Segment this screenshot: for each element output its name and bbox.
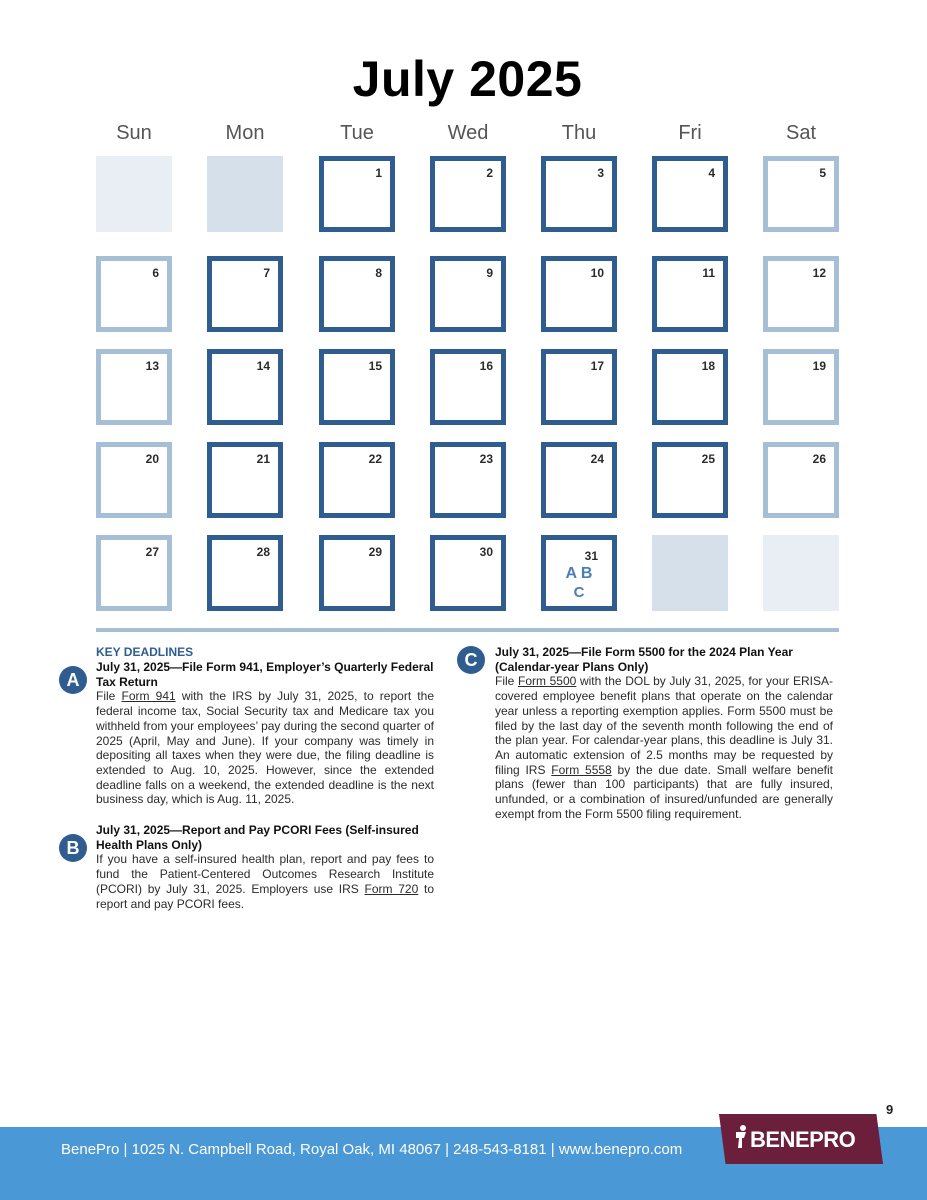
day-number: 6: [152, 266, 159, 280]
day-number: 31: [584, 549, 598, 563]
day-cell-23: [430, 442, 506, 518]
day-number: 11: [702, 266, 715, 280]
day-number: 27: [145, 545, 159, 559]
badge-b: B: [59, 834, 87, 862]
day-cell-11: [652, 256, 728, 332]
day-number: 5: [819, 166, 826, 180]
day-number: 26: [812, 452, 826, 466]
day-cell-15: [319, 349, 395, 425]
day-cell-19: [763, 349, 839, 425]
deadline-b-heading: July 31, 2025—Report and Pay PCORI Fees (Self-insured Health Plans Only): [96, 823, 419, 852]
day-number: 29: [368, 545, 382, 559]
deadline-c-heading: July 31, 2025—File Form 5500 for the 2024 Plan Year (Calendar-year Plans Only): [495, 645, 793, 674]
deadline-marker-c: C: [573, 584, 585, 601]
empty-day-cell: [763, 535, 839, 611]
day-cell-27: [96, 535, 172, 611]
key-deadlines-label: KEY DEADLINES: [96, 645, 194, 659]
empty-day-cell: [652, 535, 728, 611]
day-number: 20: [145, 452, 159, 466]
day-number: 3: [597, 166, 604, 180]
form-941-link[interactable]: Form 941: [121, 689, 176, 704]
page-number: 9: [886, 1102, 894, 1117]
empty-day-cell: [96, 156, 172, 232]
day-cell-30: [430, 535, 506, 611]
day-cell-21: [207, 442, 283, 518]
weekday-sun: Sun: [116, 122, 152, 144]
day-cell-16: [430, 349, 506, 425]
day-number: 10: [590, 266, 604, 280]
deadline-b-text: to report and pay PCORI fees.: [96, 881, 434, 911]
empty-day-cell: [207, 156, 283, 232]
weekday-fri: Fri: [678, 122, 702, 144]
deadline-b: [96, 823, 434, 911]
day-cell-29: [319, 535, 395, 611]
day-cell-14: [207, 349, 283, 425]
weekday-mon: Mon: [225, 122, 265, 144]
day-number: 13: [145, 359, 159, 373]
day-cell-6: [96, 256, 172, 332]
logo-text: BENEPRO: [750, 1127, 856, 1152]
day-number: 25: [701, 452, 715, 466]
day-number: 21: [256, 452, 270, 466]
day-number: 16: [479, 359, 493, 373]
form-5558-link[interactable]: Form 5558: [551, 762, 612, 777]
day-cell-4: [652, 156, 728, 232]
day-number: 4: [708, 166, 715, 180]
day-number: 30: [479, 545, 493, 559]
day-cell-20: [96, 442, 172, 518]
deadline-a-body: [96, 689, 434, 807]
day-cell-22: [319, 442, 395, 518]
deadline-c-text: File: [495, 674, 518, 689]
day-number: 18: [701, 359, 715, 373]
day-number: 7: [263, 266, 270, 280]
day-cell-26: [763, 442, 839, 518]
day-cell-28: [207, 535, 283, 611]
day-cell-24: [541, 442, 617, 518]
day-cell-2: [430, 156, 506, 232]
weekday-sat: Sat: [785, 122, 817, 144]
deadline-a-text: with the IRS by July 31, 2025, to report the federal income tax, Social Security tax and Medicare tax you withheld from your employees’ pay during the second quarter of 2025 (April, May and June). If your company was timely in depositing all taxes when they were due, the filing deadline is extended to Aug. 10, 2025. However, since the extended deadline falls on a weekend, the extended deadline is the next business day, which is Aug. 11, 2025.: [96, 689, 434, 807]
form-5500-link[interactable]: Form 5500: [517, 674, 577, 689]
day-cell-7: [207, 256, 283, 332]
deadline-markers-ab: A B: [565, 565, 593, 582]
deadline-c-body: [495, 674, 833, 821]
deadline-b-body: [96, 852, 434, 911]
deadline-c-text: with the DOL by July 31, 2025, for your ERISA-covered employee benefit plans that operate on the calendar year unless a reporting exemption applies. Form 5500 must be filed by the last day of the seventh month following the end of the plan year. For calendar-year plans, this deadline is July 31. An automatic extension of 2.5 months may be requested by filing IRS: [495, 674, 834, 777]
day-cell-12: [763, 256, 839, 332]
person-icon: [734, 1124, 748, 1150]
deadline-c-text: by the due date. Small welfare benefit plans (fewer than 100 participants) that are fully insured, unfunded, or a combination of insured/unfunded are generally exempt from the Form 5500 filing requirement.: [495, 762, 833, 821]
day-number: 24: [590, 452, 604, 466]
divider: [96, 628, 839, 632]
day-number: 2: [486, 166, 493, 180]
day-number: 9: [486, 266, 493, 280]
day-cell-1: [319, 156, 395, 232]
badge-c: C: [457, 646, 485, 674]
day-number: 19: [812, 359, 826, 373]
day-number: 17: [590, 359, 604, 373]
day-cell-5: [763, 156, 839, 232]
day-number: 8: [375, 266, 382, 280]
deadline-a: [96, 660, 434, 807]
weekday-thu: Thu: [561, 122, 597, 144]
day-cell-13: [96, 349, 172, 425]
weekday-wed: Wed: [447, 122, 489, 144]
day-cell-17: [541, 349, 617, 425]
form-720-link[interactable]: Form 720: [364, 881, 419, 896]
weekday-tue: Tue: [340, 122, 374, 144]
deadline-c: [495, 645, 833, 821]
deadline-a-text: File: [96, 689, 122, 704]
day-number: 28: [256, 545, 270, 559]
deadline-a-heading: July 31, 2025—File Form 941, Employer’s Quarterly Federal Tax Return: [96, 660, 434, 689]
day-cell-3: [541, 156, 617, 232]
deadline-b-text: If you have a self-insured health plan, report and pay fees to fund the Patient-Centered Outcomes Research Institute (PCORI) by July 31, 2025. Employers use IRS: [96, 852, 434, 896]
day-number: 1: [375, 166, 382, 180]
day-cell-9: [430, 256, 506, 332]
day-cell-25: [652, 442, 728, 518]
footer-contact: BenePro | 1025 N. Campbell Road, Royal Oak, MI 48067 | 248-543-8181 | www.benepro.com: [61, 1141, 683, 1158]
day-number: 15: [368, 359, 382, 373]
day-number: 22: [368, 452, 382, 466]
day-number: 14: [256, 359, 270, 373]
day-cell-18: [652, 349, 728, 425]
day-cell-31: [541, 535, 617, 611]
day-number: 23: [479, 452, 493, 466]
badge-a: A: [59, 666, 87, 694]
day-number: 12: [812, 266, 826, 280]
day-cell-10: [541, 256, 617, 332]
day-cell-8: [319, 256, 395, 332]
page-title: July 2025: [352, 51, 583, 107]
